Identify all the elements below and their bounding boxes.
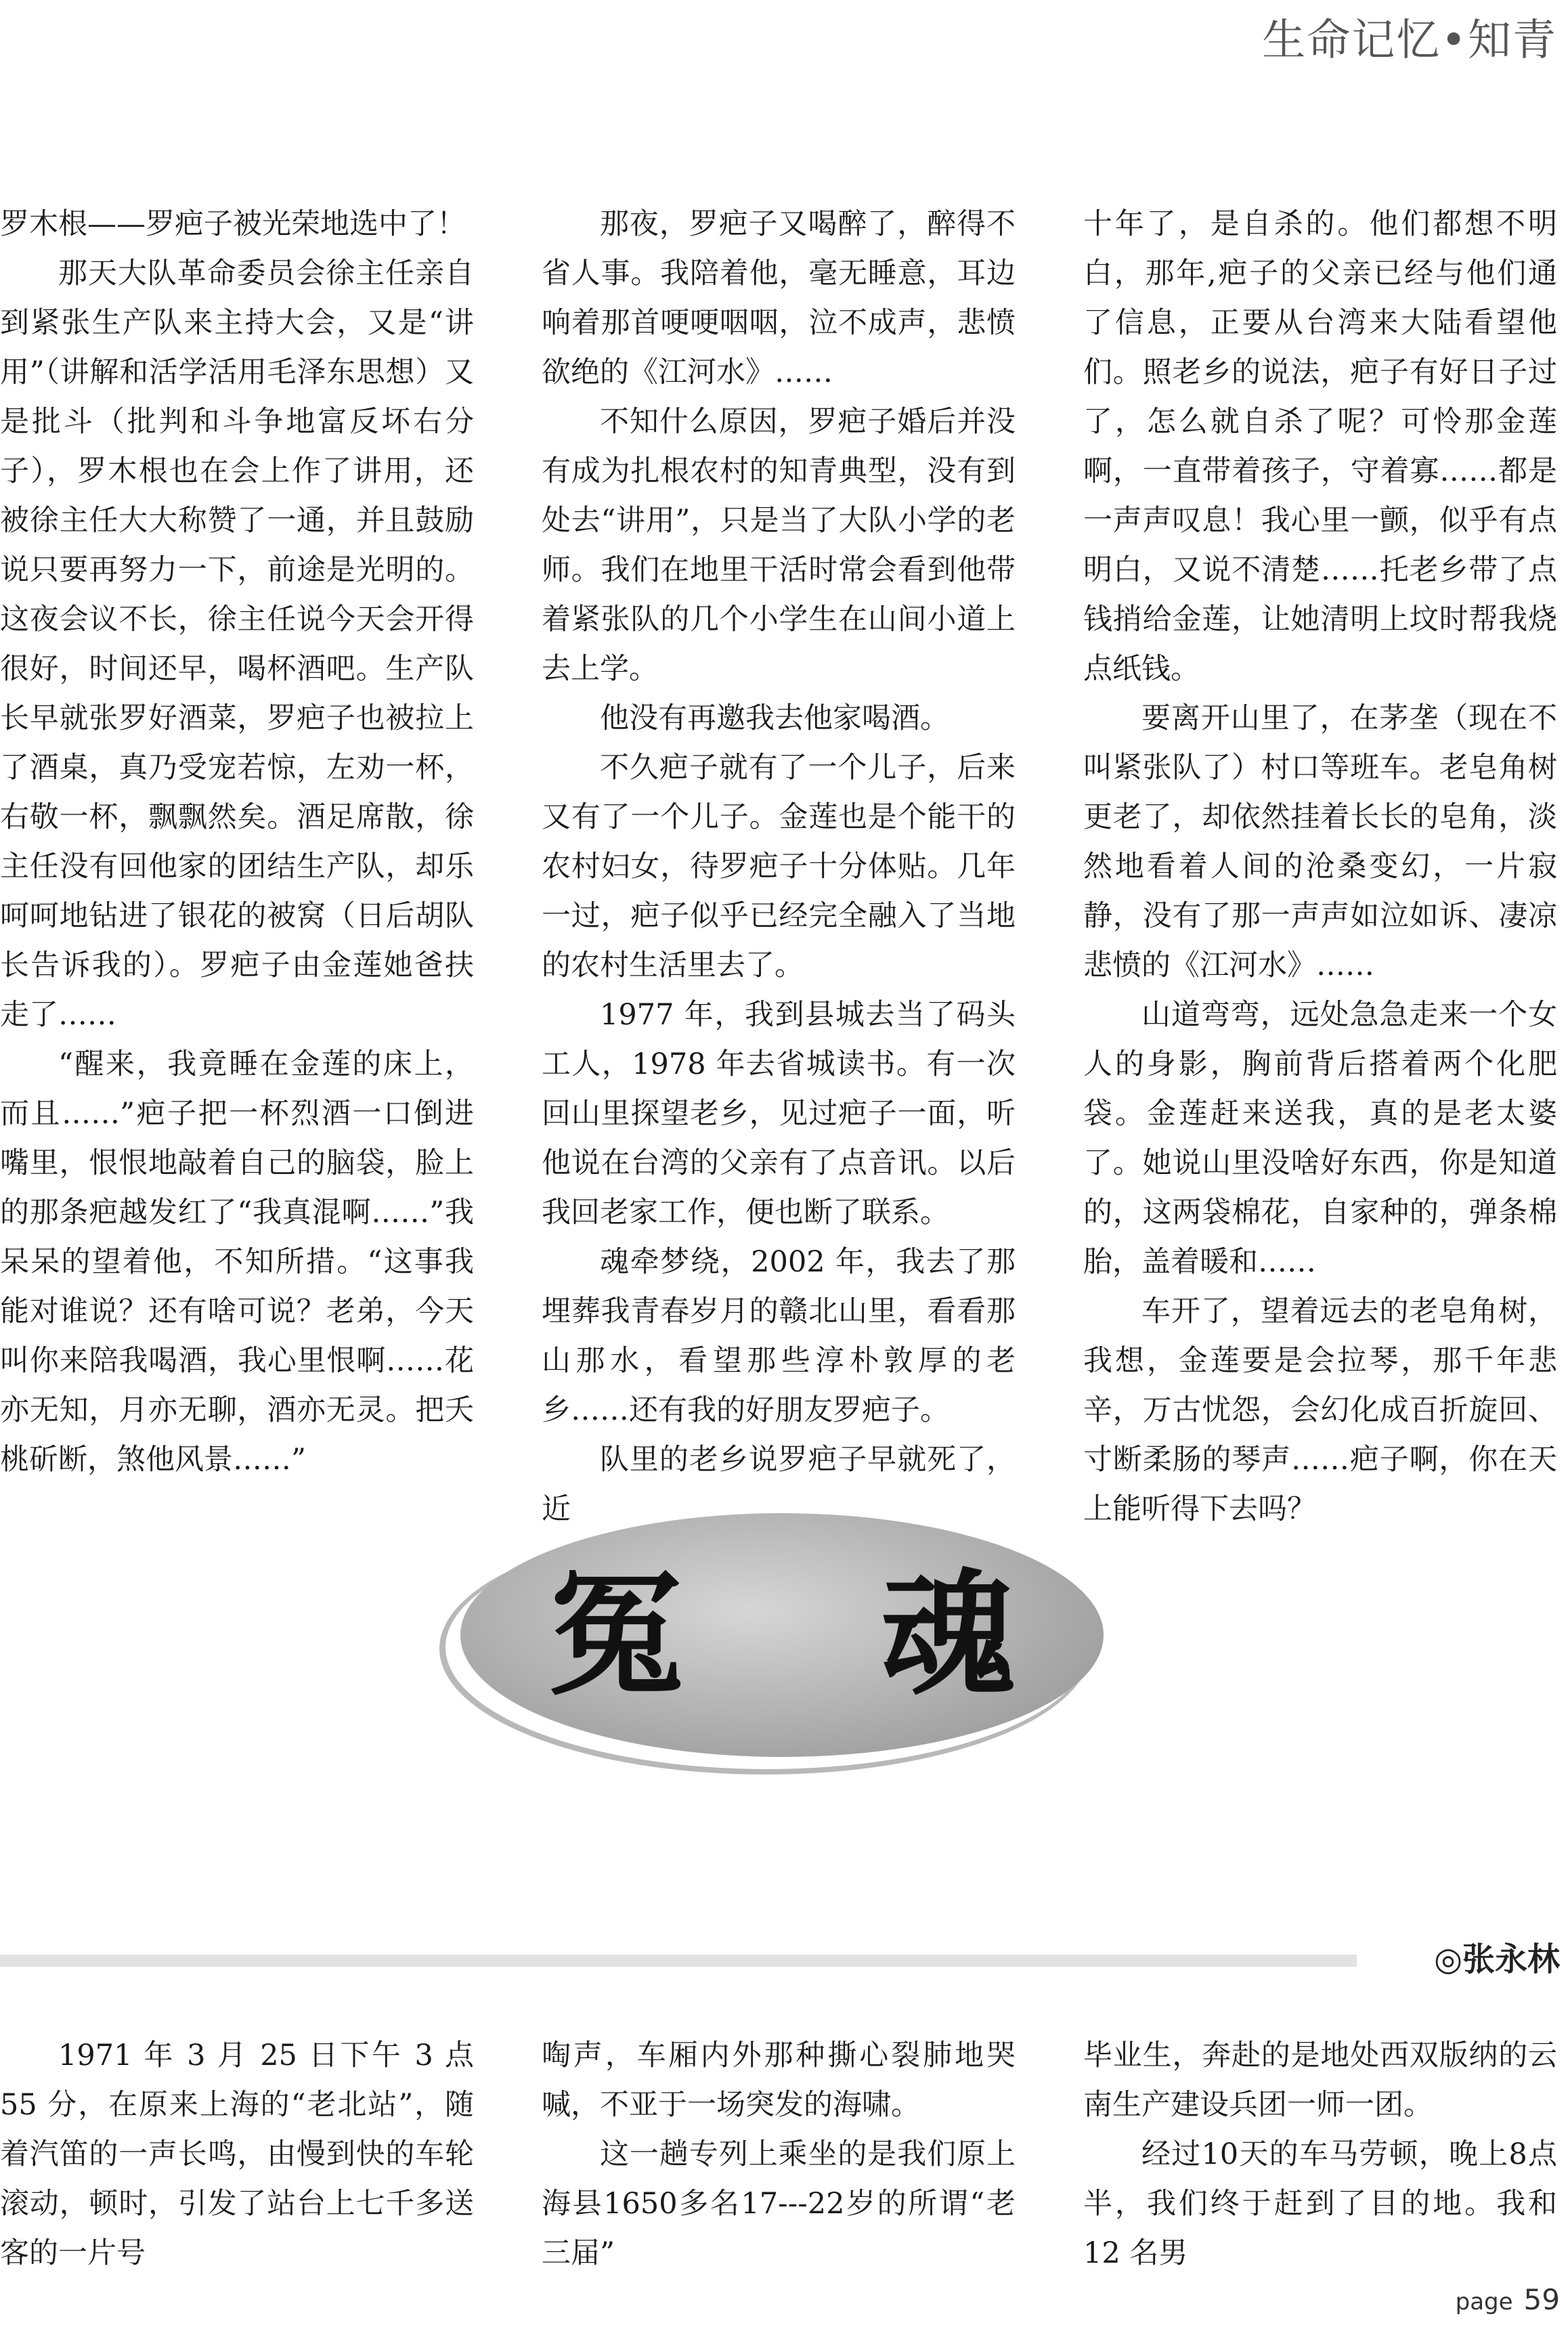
paragraph: 经过10天的车马劳顿，晚上8点半，我们终于赶到了目的地。我和 12 名男 (1083, 2137, 1557, 2270)
paragraph: 十年了，是自杀的。他们都想不明白，那年,疤子的父亲已经与他们通了信息，正要从台湾来大陆看望他们。照老乡的说法，疤子有好日子过了，怎么就自杀了呢？可怜那金莲啊，一直带着孩子，守着寡……都是一声声叹息！我心里一颤，似乎有点明白，又说不清楚……托老乡带了点钱捎给金莲，让她清明上坟时帮我烧点纸钱。 (1083, 207, 1557, 686)
title-divider (0, 1955, 1357, 1967)
paragraph: 那夜，罗疤子又喝醉了，醉得不省人事。我陪着他，毫无睡意，耳边响着那首哽哽咽咽，泣不成声，悲愤欲绝的《江河水》…… (542, 207, 1016, 389)
paragraph: “醒来，我竟睡在金莲的床上，而且……”疤子把一杯烈酒一口倒进嘴里，恨恨地敲着自己的脑袋，脸上的那条疤越发红了“我真混啊……”我呆呆的望着他，不知所措。“这事我能对谁说？还有啥可说？老弟，今天叫你来陪我喝酒，我心里恨啊……花亦无知，月亦无聊，酒亦无灵。把夭桃斫断，煞他风景……” (0, 1047, 474, 1477)
paragraph: 这一趟专列上乘坐的是我们原上海县1650多名17---22岁的所谓“老三届” (542, 2137, 1016, 2270)
paragraph: 1971 年 3 月 25 日下午 3 点 55 分，在原来上海的“老北站”，随着汽笛的一声长鸣，由慢到快的车轮滚动，顿时，引发了站台上七千多送客的一片号 (0, 2039, 474, 2270)
paragraph: 要离开山里了，在茅垄（现在不叫紧张队了）村口等班车。老皂角树更老了，却依然挂着长长的皂角，淡然地看着人间的沧桑变幻，一片寂静，没有了那一声声如泣如诉、凄凉悲愤的《江河水》…… (1083, 701, 1557, 982)
paragraph: 队里的老乡说罗疤子早就死了，近 (542, 1443, 1016, 1526)
page-footer (1456, 2283, 1560, 2316)
paragraph: 魂牵梦绕，2002 年，我去了那埋葬我青春岁月的赣北山里，看看那山那水，看望那些淳朴敦厚的老乡……还有我的好朋友罗疤子。 (542, 1245, 1016, 1427)
paragraph: 那天大队革命委员会徐主任亲自到紧张生产队来主持大会，又是“讲用”（讲解和活学活用毛泽东思想）又是批斗（批判和斗争地富反坏右分子），罗木根也在会上作了讲用，还被徐主任大大称赞了一通，并且鼓励说只要再努力一下，前途是光明的。这夜会议不长，徐主任说今天会开得很好，时间还早，喝杯酒吧。生产队长早就张罗好酒菜，罗疤子也被拉上了酒桌，真乃受宠若惊，左劝一杯，右敬一杯，飘飘然矣。酒足席散，徐主任没有回他家的团结生产队，却乐呵呵地钻进了银花的被窝（日后胡队长告诉我的）。罗疤子由金莲她爸扶走了…… (0, 257, 474, 1032)
new-story-column-1 (0, 2031, 474, 2278)
paragraph: 不知什么原因，罗疤子婚后并没有成为扎根农村的知青典型，没有到处去“讲用”，只是当了大队小学的老师。我们在地里干活时常会看到他带着紧张队的几个小学生在山间小道上去上学。 (542, 405, 1016, 686)
article-title-oval (460, 1513, 1104, 1757)
paragraph: 罗木根——罗疤子被光荣地选中了！ (0, 207, 466, 241)
prev-story-column-1 (0, 200, 474, 1485)
page-label: page (1455, 2288, 1513, 2315)
paragraph: 车开了，望着远去的老皂角树，我想，金莲要是会拉琴，那千年悲辛，万古忧怨，会幻化成百折旋回、寸断柔肠的琴声……疤子啊，你在天上能听得下去吗？ (1083, 1295, 1557, 1526)
paragraph: 山道弯弯，远处急急走来一个女人的身影，胸前背后搭着两个化肥袋。金莲赶来送我，真的是老太婆了。她说山里没啥好东西，你是知道的，这两袋棉花，自家种的，弹条棉胎，盖着暖和…… (1083, 998, 1557, 1279)
article-title: 冤 魂 (548, 1555, 1090, 1714)
new-story-column-2 (542, 2031, 1016, 2278)
paragraph: 不久疤子就有了一个儿子，后来又有了一个儿子。金莲也是个能干的农村妇女，待罗疤子十分体贴。几年一过，疤子似乎已经完全融入了当地的农村生活里去了。 (542, 751, 1016, 982)
new-story-column-3 (1083, 2031, 1557, 2278)
paragraph: 他没有再邀我去他家喝酒。 (600, 701, 949, 735)
prev-story-column-2 (542, 200, 1016, 1534)
prev-story-column-3 (1083, 200, 1557, 1534)
author-byline: ◎张永林 (1434, 1940, 1560, 1978)
page-number: 59 (1523, 2283, 1560, 2316)
paragraph: 毕业生，奔赴的是地处西双版纳的云南生产建设兵团一师一团。 (1083, 2039, 1557, 2122)
paragraph: 1977 年，我到县城去当了码头工人，1978 年去省城读书。有一次回山里探望老乡，见过疤子一面，听他说在台湾的父亲有了点音讯。以后我回老家工作，便也断了联系。 (542, 998, 1016, 1230)
paragraph: 啕声，车厢内外那种撕心裂肺地哭喊，不亚于一场突发的海啸。 (542, 2039, 1016, 2122)
section-header: 生命记忆•知青 (1262, 16, 1557, 66)
